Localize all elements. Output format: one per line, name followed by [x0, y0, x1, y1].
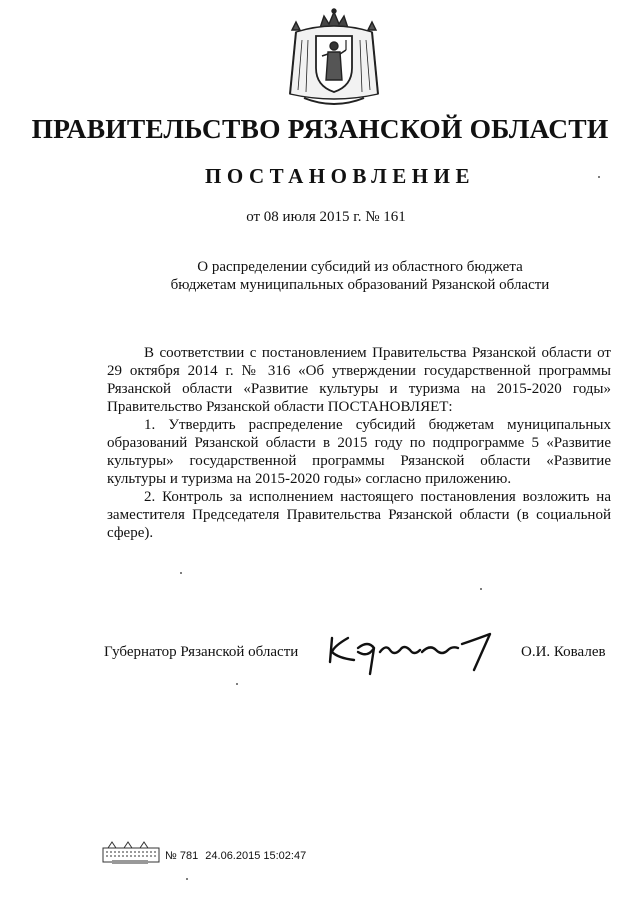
registration-info: [165, 850, 310, 862]
registration-number: № 781: [165, 850, 199, 862]
ryazan-coat-of-arms-icon: [282, 6, 386, 110]
document-date-number: от 08 июля 2015 г. № 161: [246, 209, 406, 225]
scan-speck: [180, 572, 182, 574]
body-paragraph: 2. Контроль за исполнением настоящего постановления возложить на заместителя Председателя Правительства Рязанской области (в социальной сфере).: [107, 489, 611, 541]
subject-line: О распределении субсидий из областного бюджета: [197, 259, 523, 275]
registration-datetime: 24.06.2015 15:02:47: [205, 850, 307, 862]
scan-speck: [236, 683, 238, 685]
government-title: ПРАВИТЕЛЬСТВО РЯЗАНСКОЙ ОБЛАСТИ: [31, 113, 609, 144]
body-paragraph: 1. Утвердить распределение субсидий бюджетам муниципальных образований Рязанской области в 2015 году по подпрограмме 5 «Развитие культуры» государственной программы Рязанской области «Развитие культуры и туризма на 2015-2020 годы» согласно приложению.: [107, 417, 611, 487]
scan-speck: [480, 588, 482, 590]
document-body: [107, 344, 611, 542]
document-type-title: ПОСТАНОВЛЕНИЕ: [205, 164, 475, 188]
signatory-position: Губернатор Рязанской области: [104, 644, 299, 660]
subject-line: бюджетам муниципальных образований Рязанской области: [170, 277, 550, 293]
body-paragraph: В соответствии с постановлением Правительства Рязанской области от 29 октября 2014 г. № 316 «Об утверждении государственной программы Рязанской области «Развитие культуры и туризма на 2015-2020 годы» Правительство Рязанской области ПОСТАНОВЛЯЕТ:: [107, 345, 611, 415]
scan-speck: [186, 878, 188, 880]
handwritten-signature-icon: [324, 624, 500, 676]
scan-speck: [598, 176, 600, 178]
registry-stamp-icon: [102, 840, 162, 866]
document-subject: [150, 258, 570, 294]
signatory-name: О.И. Ковалев: [521, 644, 606, 660]
